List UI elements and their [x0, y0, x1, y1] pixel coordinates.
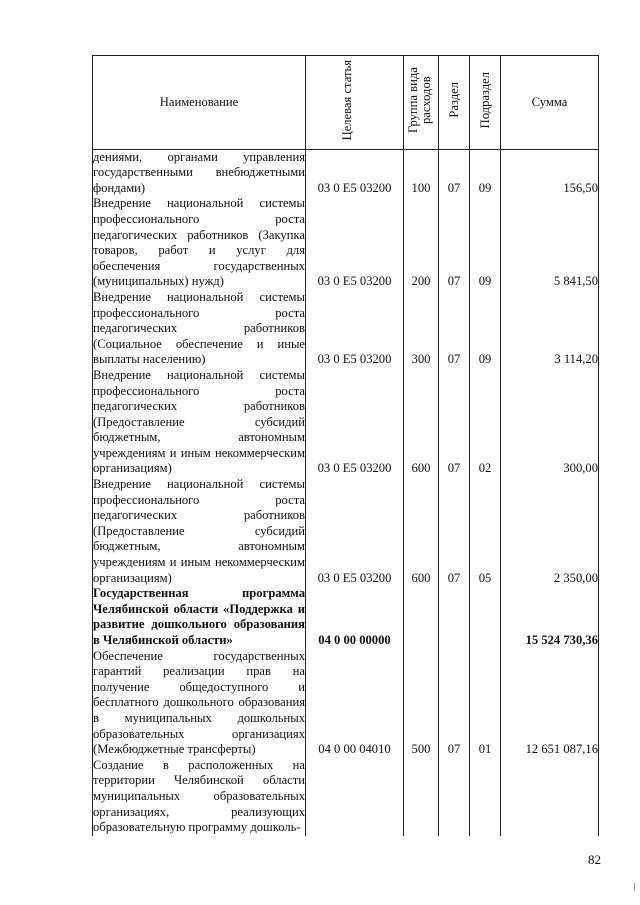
row-name: дениями, органами управления государственными внебюджетными фондами) [93, 149, 305, 195]
table-row-program [93, 586, 599, 648]
row-section: 07 [439, 649, 470, 758]
row-target: 03 0 Е5 03200 [306, 149, 404, 196]
table-row [93, 290, 599, 368]
row-target: 04 0 00 00000 [306, 586, 404, 648]
header-subsection [470, 56, 501, 150]
row-target [306, 758, 404, 836]
header-target [306, 56, 404, 150]
table-row [93, 368, 599, 477]
row-group [404, 586, 439, 648]
row-group: 100 [404, 149, 439, 196]
row-subsection: 09 [470, 290, 501, 368]
row-subsection [470, 586, 501, 648]
header-section-label: Раздел [446, 82, 461, 118]
row-sum [501, 758, 599, 836]
page-edge-mark [634, 883, 635, 891]
row-sum: 2 350,00 [501, 477, 599, 586]
row-subsection [470, 758, 501, 836]
header-subsection-label: Подраздел [477, 71, 492, 129]
header-target-label: Целевая статья [339, 59, 354, 141]
row-sum: 12 651 087,16 [501, 649, 599, 758]
row-target: 03 0 Е5 03200 [306, 477, 404, 586]
row-name: Государственная программа Челябинской области «Поддержка и развитие дошкольного образования в Челябинской области» [93, 586, 305, 647]
row-section: 07 [439, 196, 470, 290]
row-sum: 5 841,50 [501, 196, 599, 290]
row-name: Внедрение национальной системы профессионального роста педагогических работников (Предоставление субсидий бюджетным, автономным учреждениям и иным некоммерческим организациям) [93, 367, 305, 476]
row-name: Обеспечение государственных гарантий реализации прав на получение общедоступного и бесплатного дошкольного образования в муниципальных дошкольных образовательных организациях (Межбюджетные трансферты) [93, 648, 305, 757]
table-header-row [93, 56, 599, 150]
row-section [439, 758, 470, 836]
row-section: 07 [439, 290, 470, 368]
header-sum: Сумма [501, 56, 599, 150]
row-target: 04 0 00 04010 [306, 649, 404, 758]
table-row [93, 196, 599, 290]
row-group: 600 [404, 368, 439, 477]
row-target: 03 0 Е5 03200 [306, 368, 404, 477]
header-name: Наименование [93, 56, 306, 150]
row-target: 03 0 Е5 03200 [306, 290, 404, 368]
row-sum: 3 114,20 [501, 290, 599, 368]
row-section: 07 [439, 477, 470, 586]
row-section [439, 586, 470, 648]
row-group: 600 [404, 477, 439, 586]
header-group [404, 56, 439, 150]
page-number: 82 [588, 852, 601, 867]
row-subsection: 09 [470, 149, 501, 196]
row-group: 300 [404, 290, 439, 368]
row-section: 07 [439, 149, 470, 196]
row-sum: 300,00 [501, 368, 599, 477]
row-subsection: 05 [470, 477, 501, 586]
row-name: Создание в расположенных на территории Челябинской области муниципальных образовательных организациях, реализующих образовательную программу дошколь- [93, 757, 305, 835]
header-group-label: Группа вида расходов [406, 67, 433, 133]
row-group [404, 758, 439, 836]
row-name: Внедрение национальной системы профессионального роста педагогических работников (Социальное обеспечение и иные выплаты населению) [93, 289, 305, 367]
table-row [93, 477, 599, 586]
row-group: 200 [404, 196, 439, 290]
row-sum: 156,50 [501, 149, 599, 196]
table-row [93, 649, 599, 758]
row-sum: 15 524 730,36 [501, 586, 599, 648]
row-target: 03 0 Е5 03200 [306, 196, 404, 290]
row-subsection: 01 [470, 649, 501, 758]
row-group: 500 [404, 649, 439, 758]
table-row [93, 758, 599, 836]
header-section [439, 56, 470, 150]
row-name: Внедрение национальной системы профессионального роста педагогических работников (Предоставление субсидий бюджетным, автономным учреждениям и иным некоммерческим организациям) [93, 477, 305, 585]
budget-table [92, 55, 599, 836]
row-section: 07 [439, 368, 470, 477]
row-subsection: 02 [470, 368, 501, 477]
row-subsection: 09 [470, 196, 501, 290]
row-name: Внедрение национальной системы профессионального роста педагогических работников (Закупка товаров, работ и услуг для обеспечения государственных (муниципальных) нужд) [93, 196, 305, 289]
table-row [93, 149, 599, 196]
